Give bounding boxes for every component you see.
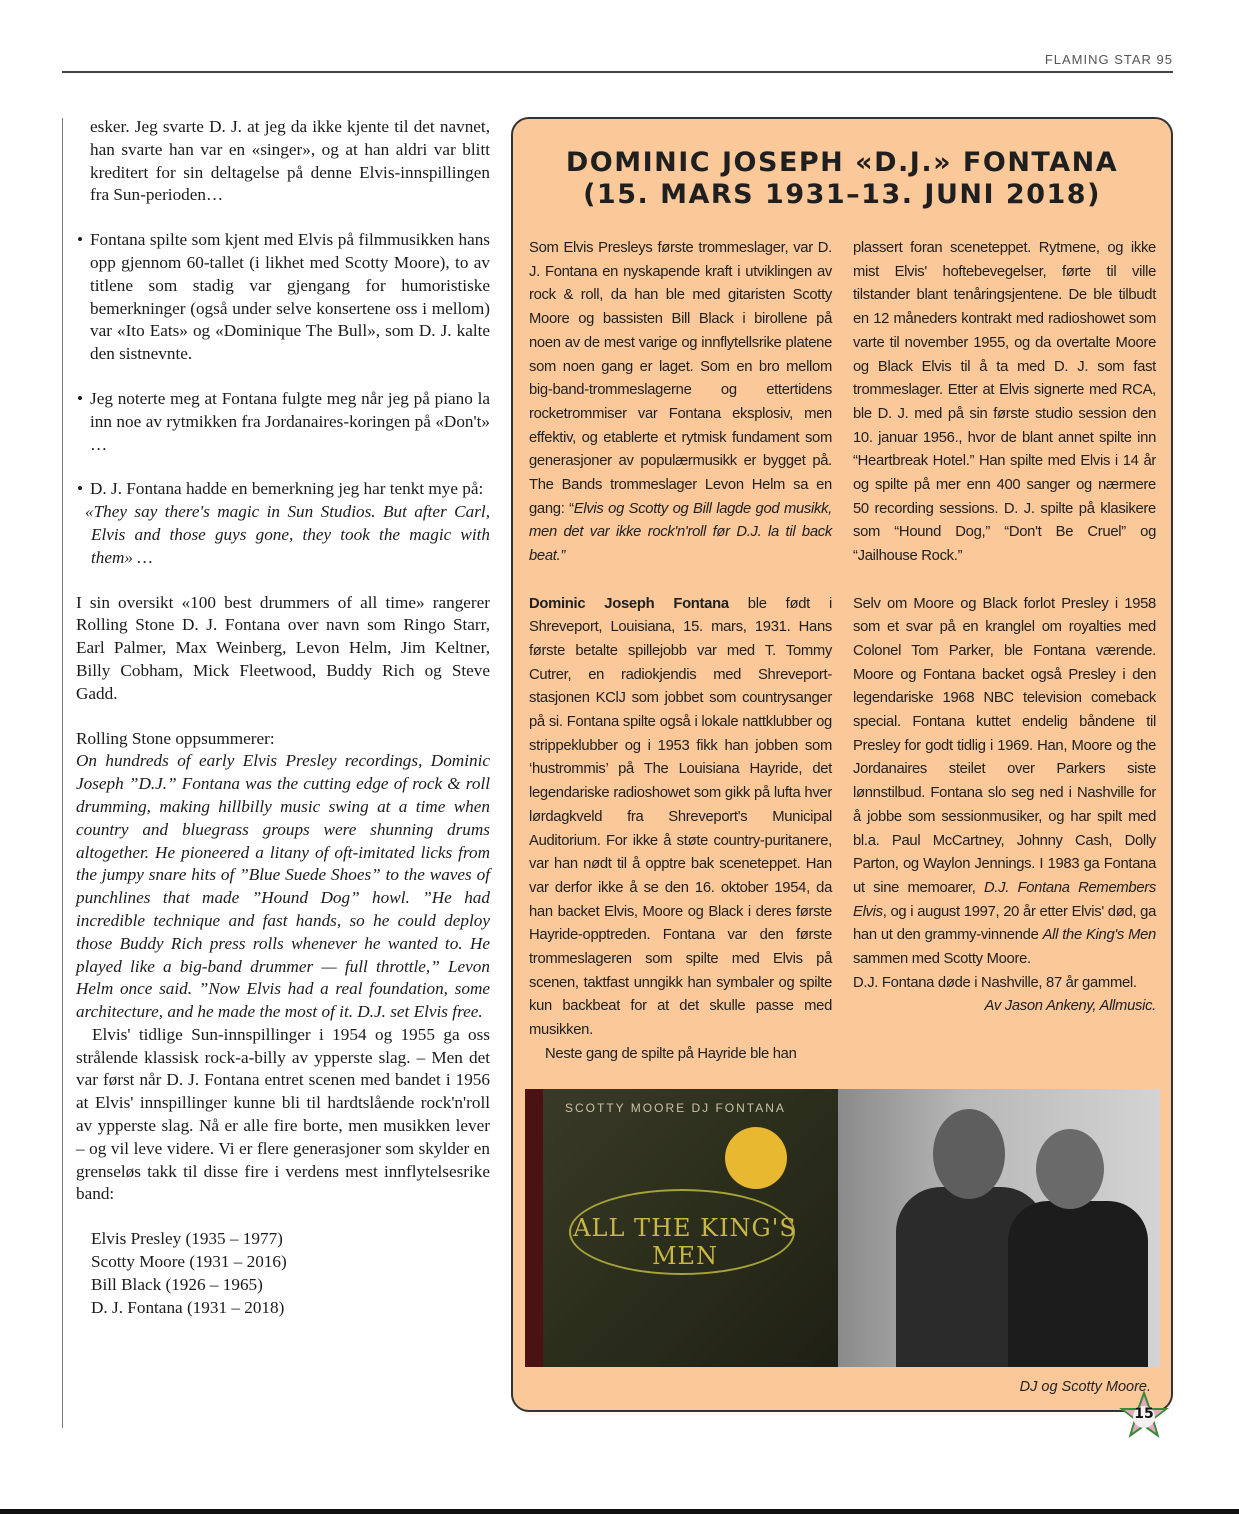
box-title-line2: (15. MARS 1931–13. JUNI 2018) <box>583 179 1101 210</box>
album-sticker <box>725 1127 787 1189</box>
closing-paragraph: Elvis' tidlige Sun-innspillinger i 1954 og 1955 ga oss strålende klassisk rock-a-billy av ypperste slag. – Men det var først når D. J. Fontana entret scenen med bandet i 1956 at Elvis' innspillinger kunne bli til hardtslående rock'n'roll av ypperste slag. Nå er alle fire borte, men musikken lever – og vil leve videre. Vi er flere generasjoner som skylder en grenseløs takk til disse fire i verdens mest innflytelsesrike band: <box>76 1024 490 1204</box>
person-head <box>1036 1129 1104 1209</box>
header-rule <box>62 71 1173 73</box>
box-paragraph: D.J. Fontana døde i Nashville, 87 år gammel. <box>853 974 1137 991</box>
continued-paragraph: esker. Jeg svarte D. J. at jeg da ikke kjente til det navnet, han svarte han var en «singer», og at han aldri var blitt kreditert for sin deltagelse på denne Elvis-innspillingen fra Sun-perioden… <box>90 117 490 205</box>
rolling-stone-quote: On hundreds of early Elvis Presley recordings, Dominic Joseph ”D.J.” Fontana was the cutting edge of rock & roll drumming, making hillbilly music swing at a time when country and bluegrass groups were shunning drums altogether. He pioneered a litany of oft-imitated licks from the jumpy snare hits of ”Blue Suede Shoes” to the waves of punchlines that made ”Hound Dog” howl. ”He had incredible technique and fast hands, so he could deploy those Buddy Rich press rolls whenever he wanted to. He played like a big-band drummer — full throttle,” Levon Helm once said. ”Now Elvis had a real foundation, some architecture, and he made the most of it. D.J. set Elvis free. <box>76 751 490 1022</box>
bullet-item: • Jeg noterte meg at Fontana fulgte meg når jeg på piano la inn noe av rytmikken fra Jordanaires-koringen på «Don't» … <box>77 388 490 454</box>
page-number: 15 <box>1134 1406 1154 1422</box>
page-header <box>0 52 1173 72</box>
box-column-2 <box>853 237 1156 1019</box>
cd-spine <box>525 1089 543 1367</box>
bullet-item: • D. J. Fontana hadde en bemerkning jeg har tenkt mye på: <box>76 478 490 501</box>
rolling-stone-paragraph: I sin oversikt «100 best drummers of all time» rangerer Rolling Stone D. J. Fontana over navn som Ringo Starr, Earl Palmer, Max Weinberg, Levon Helm, Jim Keltner, Billy Cobham, Mick Fleetwood, Buddy Rich og Steve Gadd. <box>76 592 490 703</box>
summary-intro: Rolling Stone oppsummerer: <box>76 728 275 748</box>
box-title <box>513 147 1171 211</box>
box-title-line1: DOMINIC JOSEPH «D.J.» FONTANA <box>565 147 1119 178</box>
biography-box <box>511 117 1173 1412</box>
box-paragraph: Selv om Moore og Black forlot Presley i 1958 som et svar på en kranglel om royalties med Colonel Tom Parker, ble Fontana værende. Moore og Fontana backet også Presley i den legendariske 1968 NBC television comeback special. Fontana kuttet endelig båndene til Presley for godt tidlig i 1969. Han, Moore og the Jordanaires steilet over Parkers siste lønnstilbud. Fontana slo seg ned i Nashville for å jobbe som sessionmusiker, og har spilt med bl.a. Paul McCartney, Johnny Cash, Dolly Parton, og Waylon Jennings. I 1983 ga Fontana ut sine memoarer, D.J. Fontana Remembers Elvis, og i august 1997, 20 år etter Elvis' død, ga han ut den grammy-vinnende All the King's Men sammen med Scotty Moore. <box>853 595 1156 968</box>
box-paragraph: Neste gang de spilte på Hayride ble han <box>545 1045 797 1062</box>
photo-strip <box>525 1089 1160 1367</box>
bullet-icon: • <box>77 230 84 250</box>
list-item: Elvis Presley (1935 – 1977) <box>91 1229 283 1249</box>
left-margin-rule <box>62 118 63 1428</box>
band-members-list <box>76 1228 490 1319</box>
list-item: Scotty Moore (1931 – 2016) <box>91 1252 287 1272</box>
bullet-icon: • <box>77 388 84 408</box>
album-cover-image <box>525 1089 838 1367</box>
box-column-1 <box>529 237 832 1067</box>
album-artists: SCOTTY MOORE DJ FONTANA <box>565 1101 786 1115</box>
list-item: Bill Black (1926 – 1965) <box>91 1274 263 1294</box>
album-title: ALL THE KING'S MEN <box>573 1214 797 1270</box>
page-number-badge <box>1116 1388 1172 1444</box>
bullet-icon: • <box>77 479 84 499</box>
author-credit: Av Jason Ankeny, Allmusic. <box>984 998 1156 1015</box>
fontana-quote: «They say there's magic in Sun Studios. But after Carl, Elvis and those guys gone, they took the magic with them» … <box>85 502 490 567</box>
bullet-item: • Fontana spilte som kjent med Elvis på filmmusikken hans opp gjennom 60-tallet (i likhet med Scotty Moore), to av titlene som stadig var gjengang for humoristiske bemerkninger (også under selve konsertene oss i mellom) var «Ito Eats» og «Dominique The Bull», som D. J. kalte den sistnevnte. <box>77 230 490 364</box>
box-paragraph: Dominic Joseph Fontana ble født i Shreveport, Louisiana, 15. mars, 1931. Hans første betalte spillejobb var med T. Tommy Cutrer, en radiokjendis med Shreveport-stasjonen KClJ som jobbet som countrysanger på si. Fontana spilte også i lokale nattklubber og strippeklubber og i 1953 fikk han jobben som ‘hustrommis’ på The Louisiana Hayride, det legendariske radioshowet som gikk på lufta hver lørdagkveld fra Shreveport's Municipal Auditorium. For ikke å støte country-puritanere, var han nødt til å opptre bak sceneteppet. Han var derfor ikke å se den 16. oktober 1954, da han backet Elvis, Moore og Black i deres første Hayride-opptreden. Fontana var den første trommeslageren som spilte med Elvis på scenen, taktfast unngikk han symbaler og spilte kun backbeat for at det skulle passe med musikken. <box>529 595 832 1039</box>
magazine-title: FLAMING STAR 95 <box>1044 52 1173 67</box>
box-paragraph: plassert foran sceneteppet. Rytmene, og ikke mist Elvis' hoftebevegelser, førte til ville tilstander blant tenåringsjentene. De ble tilbudt en 12 måneders kontrakt med radioshowet som varte til november 1955, og da overtalte Moore og Black Elvis til å ta med D. J. som fast trommeslager. Etter at Elvis signerte med RCA, ble D. J. med på sin første studio session den 10. januar 1956., hvor de blant annet spilte inn “Heartbreak Hotel.” Han spilte med Elvis i 14 år og spilte på mer enn 400 sanger og nærmere 50 recording sessions. D. J. spilte på klasikere som “Hound Dog,” “Don't Be Cruel” og “Jailhouse Rock.” <box>853 240 1156 565</box>
person-head <box>933 1109 1005 1199</box>
portrait-photo <box>838 1089 1160 1367</box>
box-paragraph: Som Elvis Presleys første trommeslager, var D. J. Fontana en nyskapende kraft i utviklingen av rock & roll, da han ble med gitaristen Scotty Moore og bassisten Bill Black i birollene på noen av de mest varige og innflytellsrike platene som noen gang er laget. Som en bro mellom big-band-trommeslagerne og ettertidens rocketrommiser var Fontana eksplosiv, men effektiv, og etablerte et rytmisk fundament som generasjoner av populærmusikk er bygget på. The Bands trommeslager Levon Helm sa en gang: “Elvis og Scotty og Bill lagde god musikk, men det var ikke rock'n'roll før D.J. la til back beat.” <box>529 240 832 565</box>
left-column <box>76 116 490 1319</box>
photo-caption: DJ og Scotty Moore. <box>1019 1379 1151 1395</box>
person-silhouette <box>1008 1201 1148 1367</box>
list-item: D. J. Fontana (1931 – 2018) <box>91 1297 285 1317</box>
footer-rule <box>0 1509 1239 1514</box>
